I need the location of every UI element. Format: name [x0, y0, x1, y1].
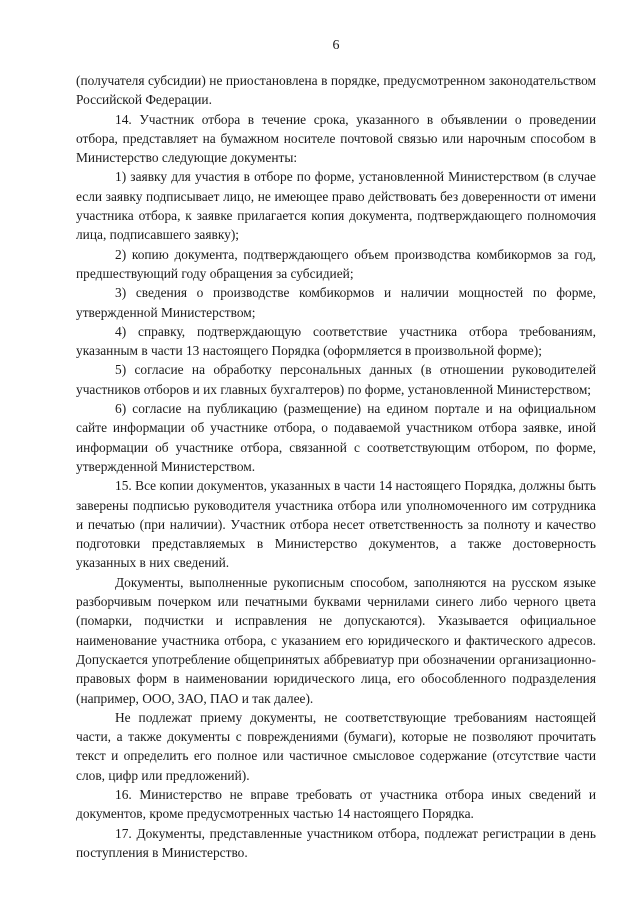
paragraph-item-6: 6) согласие на публикацию (размещение) на едином портале и на официальном сайте информации об участнике отбора, о подаваемой участником отбора заявке, иной информации об участнике отбора, связанной с соответствующим отбором, по форме, утвержденной Министерством.	[76, 401, 596, 474]
paragraph-item-1: 1) заявку для участия в отборе по форме, установленной Министерством (в случае если заявку подписывает лицо, не имеющее право действовать без доверенности от имени участника отбора, к заявке прилагается копия документа, подтверждающего полномочия лица, подписавшего заявку);	[76, 169, 596, 243]
paragraph-clause-15: 15. Все копии документов, указанных в части 14 настоящего Порядка, должны быть заверены подписью руководителя участника отбора или уполномоченного им сотрудника и печатью (при наличии). Участник отбора несет ответственность за полноту и качество подготовки представляемых в Министерство документов, а также достоверность указанных в них сведений.	[76, 478, 596, 571]
paragraph-item-2: 2) копию документа, подтверждающего объем производства комбикормов за год, предшествующий году обращения за субсидией;	[76, 246, 596, 281]
paragraph-rejection-rules: Не подлежат приему документы, не соответствующие требованиям настоящей части, а также документы с повреждениями (бумаги), которые не позволяют прочитать текст и определить его полное или частичное смысловое содержание (отсутствие части слов, цифр или предложений).	[76, 709, 596, 783]
paragraph-item-4: 4) справку, подтверждающую соответствие участника отбора требованиям, указанным в части 13 настоящего Порядка (оформляется в произвольной форме);	[76, 323, 596, 359]
paragraph-continuation: (получателя субсидии) не приостановлена в порядке, предусмотренном законодательством Российской Федерации.	[76, 73, 596, 108]
paragraph-clause-17: 17. Документы, представленные участником отбора, подлежат регистрации в день поступления в Министерство.	[76, 825, 596, 860]
document-body	[76, 71, 596, 862]
paragraph-item-5: 5) согласие на обработку персональных данных (в отношении руководителей участников отборов и их главных бухгалтеров) по форме, установленной Министерством;	[76, 362, 596, 397]
paragraph-item-3: 3) сведения о производстве комбикормов и наличии мощностей по форме, утвержденной Министерством;	[76, 285, 596, 320]
page-number: 6	[332, 38, 340, 53]
paragraph-clause-14: 14. Участник отбора в течение срока, указанного в объявлении о проведении отбора, представляет на бумажном носителе почтовой связью или нарочным способом в Министерство следующие документы:	[76, 111, 596, 166]
paragraph-clause-16: 16. Министерство не вправе требовать от участника отбора иных сведений и документов, кроме предусмотренных частью 14 настоящего Порядка.	[76, 786, 596, 822]
paragraph-handwritten-docs: Документы, выполненные рукописным способом, заполняются на русском языке разборчивым почерком или печатными буквами чернилами синего либо черного цвета (помарки, подчистки и исправления не допускаются). Указывается официальное наименование участника отбора, с указанием его юридического и фактического адресов. Допускается употребление общепринятых аббревиатур при обозначении организационно-правовых форм в наименовании юридического лица, его обособленного подразделения (например, ООО, ЗАО, ПАО и так далее).	[76, 574, 596, 706]
